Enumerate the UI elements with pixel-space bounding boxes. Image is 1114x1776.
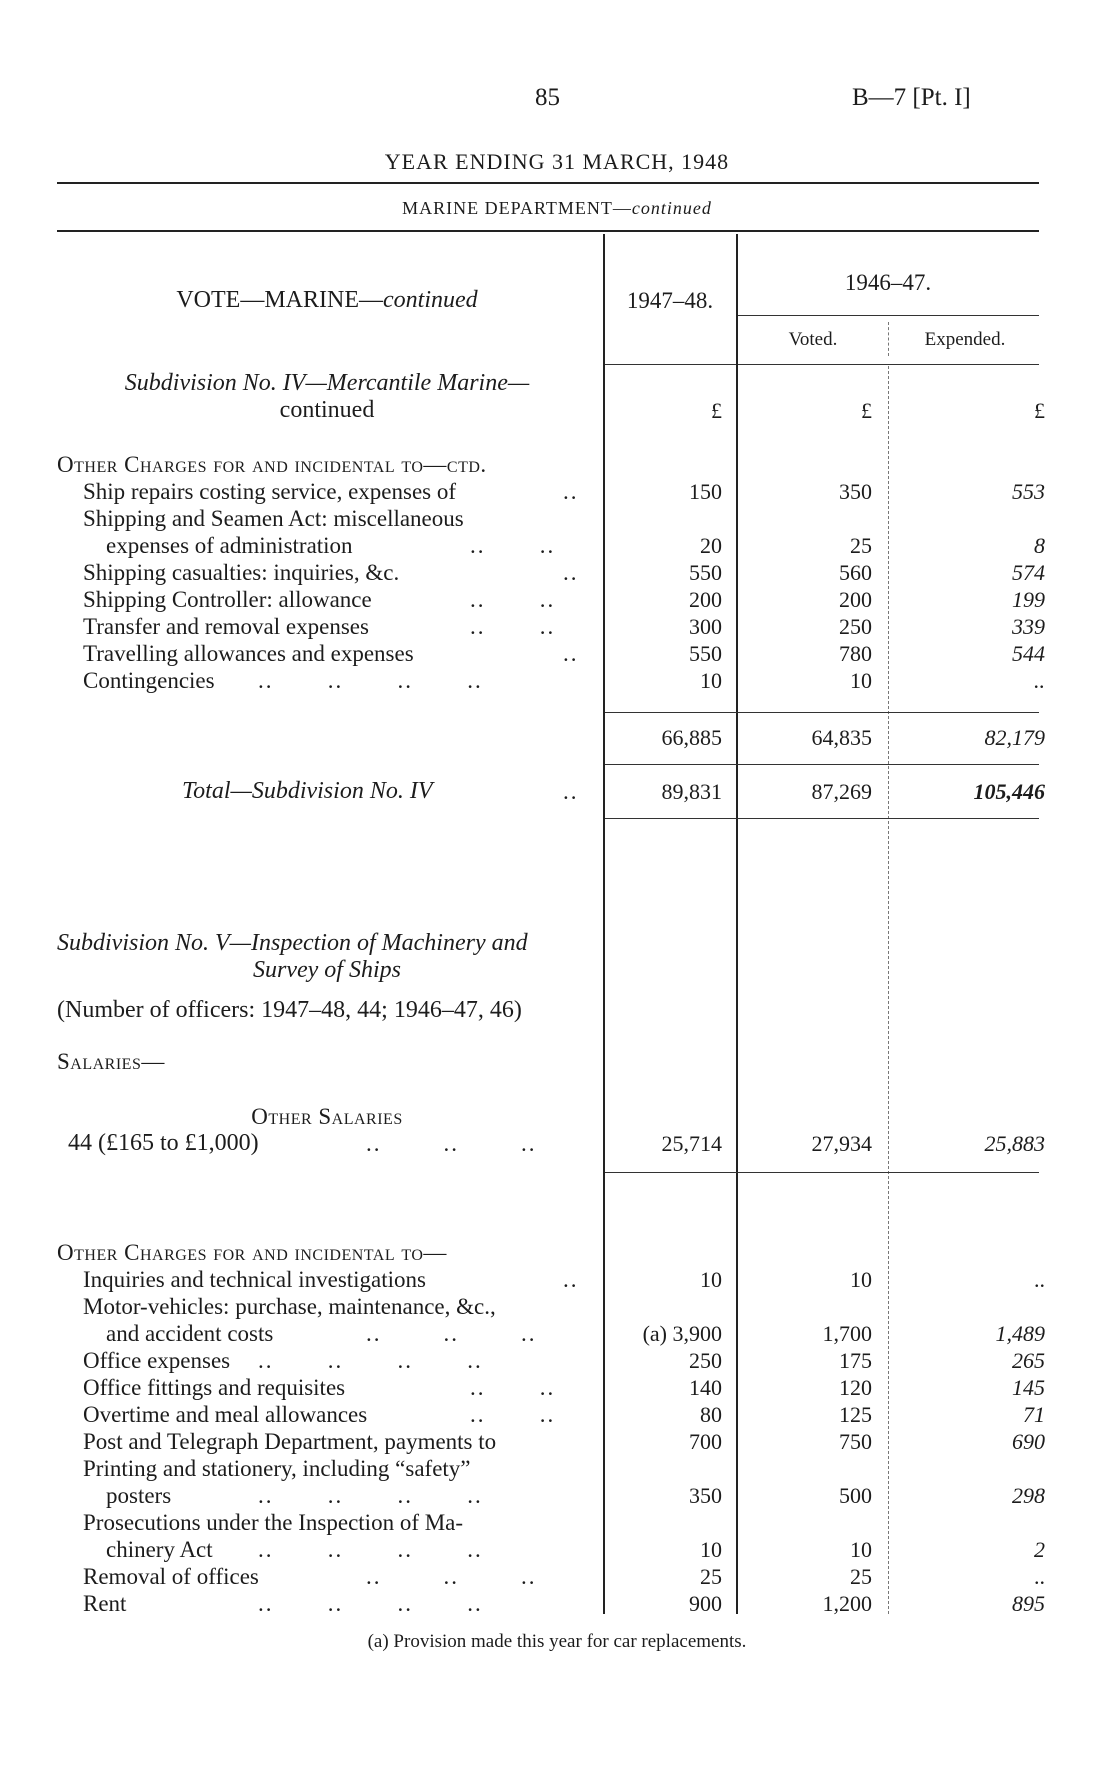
row-label: Inquiries and technical investigations xyxy=(83,1267,426,1292)
row-label: Transfer and removal expenses xyxy=(83,614,369,639)
cell-1947-48: (a) 3,900 xyxy=(642,1321,722,1346)
cell-expended: 71 xyxy=(1023,1402,1045,1427)
column-1946-47: 1946–47. xyxy=(844,270,932,295)
subtotal-expended: 82,179 xyxy=(984,725,1045,750)
leader-dots: .. .. xyxy=(470,1402,556,1427)
cell-voted: 25 xyxy=(850,1564,872,1589)
cell-expended: 553 xyxy=(1012,479,1045,504)
subdivision-v-title-cont: Survey of Ships xyxy=(253,957,401,983)
subtotal-voted: 64,835 xyxy=(811,725,872,750)
row-label: Post and Telegraph Department, payments to xyxy=(83,1429,497,1454)
other-charges-heading-iv: Other Charges for and incidental to—ctd. xyxy=(57,452,487,477)
row-label: Shipping and Seamen Act: miscellaneous xyxy=(83,506,464,531)
page-number: 85 xyxy=(535,84,560,111)
department-heading xyxy=(57,196,1057,220)
row-label: and accident costs xyxy=(106,1321,274,1346)
cell-1947-48: 550 xyxy=(689,560,722,585)
vote-heading xyxy=(57,287,597,314)
leader-dots: .. xyxy=(563,479,579,504)
total-1947-48: 89,831 xyxy=(661,779,722,804)
department-rule xyxy=(57,230,1039,232)
row-label: Rent xyxy=(83,1591,127,1616)
cell-voted: 200 xyxy=(839,587,872,612)
cell-voted: 25 xyxy=(850,533,872,558)
column-expended: Expended. xyxy=(924,329,1006,350)
cell-1947-48: 300 xyxy=(689,614,722,639)
leader-dots: .. xyxy=(563,641,579,666)
leader-dots: .. .. xyxy=(470,1375,556,1400)
cell-1947-48: 80 xyxy=(700,1402,722,1427)
total-bottom-rule xyxy=(605,818,1039,819)
cell-voted: 10 xyxy=(850,668,872,693)
footnote: (a) Provision made this year for car replacements. xyxy=(367,1631,747,1652)
cell-1947-48: 150 xyxy=(689,479,722,504)
row-label: Shipping Controller: allowance xyxy=(83,587,372,612)
cell-voted: 500 xyxy=(839,1483,872,1508)
leader-dots: .. .. .. .. xyxy=(258,1348,483,1373)
cell-voted: 120 xyxy=(839,1375,872,1400)
cell-1947-48: 900 xyxy=(689,1591,722,1616)
cell-expended: 199 xyxy=(1012,587,1045,612)
row-label: Contingencies xyxy=(83,668,215,693)
salaries-1947-48: 25,714 xyxy=(661,1131,722,1156)
row-label: chinery Act xyxy=(106,1537,213,1562)
document-reference: B—7 [Pt. I] xyxy=(852,84,971,111)
cell-expended: 544 xyxy=(1012,641,1045,666)
cell-voted: 560 xyxy=(839,560,872,585)
other-charges-heading-v: Other Charges for and incidental to— xyxy=(57,1240,447,1265)
leader-dots: .. .. .. .. xyxy=(258,1483,483,1508)
leader-dots: .. .. .. xyxy=(366,1131,537,1156)
cell-voted: 10 xyxy=(850,1267,872,1292)
leader-dots: .. .. xyxy=(470,533,556,558)
currency-col1: £ xyxy=(711,398,722,423)
cell-voted: 1,700 xyxy=(822,1321,872,1346)
leader-dots: .. .. .. .. xyxy=(258,1537,483,1562)
cell-voted: 125 xyxy=(839,1402,872,1427)
vote-suffix: continued xyxy=(383,287,478,313)
currency-col3: £ xyxy=(1034,398,1045,423)
currency-col2: £ xyxy=(861,398,872,423)
cell-voted: 350 xyxy=(839,479,872,504)
row-label: Office expenses xyxy=(83,1348,231,1373)
cell-voted: 1,200 xyxy=(822,1591,872,1616)
row-label: Removal of offices xyxy=(83,1564,259,1589)
cell-1947-48: 350 xyxy=(689,1483,722,1508)
row-label: Printing and stationery, including “safety” xyxy=(83,1456,471,1481)
leader-dots: .. .. xyxy=(470,614,556,639)
total-top-rule xyxy=(605,764,1039,765)
cell-expended: 574 xyxy=(1012,560,1045,585)
salaries-heading: Salaries— xyxy=(57,1049,165,1074)
leader-dots: .. xyxy=(563,779,579,804)
cell-voted: 175 xyxy=(839,1348,872,1373)
leader-dots: .. .. .. xyxy=(366,1564,537,1589)
cell-expended: 339 xyxy=(1012,614,1045,639)
total-subdivision-iv-label: Total—Subdivision No. IV xyxy=(182,778,433,804)
row-label: Motor-vehicles: purchase, maintenance, &c., xyxy=(83,1294,496,1319)
cell-1947-48: 140 xyxy=(689,1375,722,1400)
cell-1947-48: 10 xyxy=(700,1267,722,1292)
row-label: expenses of administration xyxy=(106,533,353,558)
subdivision-v-title: Subdivision No. V—Inspection of Machinery and xyxy=(57,930,528,956)
leader-dots: .. xyxy=(563,1267,579,1292)
row-label: Prosecutions under the Inspection of Ma- xyxy=(83,1510,464,1535)
cell-1947-48: 250 xyxy=(689,1348,722,1373)
leader-dots: .. xyxy=(563,560,579,585)
cell-voted: 750 xyxy=(839,1429,872,1454)
cell-voted: 250 xyxy=(839,614,872,639)
salaries-expended: 25,883 xyxy=(984,1131,1045,1156)
subdivision-iv-title: Subdivision No. IV—Mercantile Marine— xyxy=(124,370,530,396)
cell-1947-48: 25 xyxy=(700,1564,722,1589)
row-label: posters xyxy=(106,1483,172,1508)
cell-1947-48: 10 xyxy=(700,1537,722,1562)
cell-expended: 1,489 xyxy=(995,1321,1045,1346)
cell-expended: 298 xyxy=(1012,1483,1045,1508)
row-label: Ship repairs costing service, expenses of xyxy=(83,479,457,504)
leader-dots: .. .. .. xyxy=(366,1321,537,1346)
other-salaries-heading: Other Salaries xyxy=(251,1104,403,1129)
cell-voted: 10 xyxy=(850,1537,872,1562)
column-voted: Voted. xyxy=(788,329,838,350)
total-expended: 105,446 xyxy=(973,779,1045,804)
department-name: MARINE DEPARTMENT— xyxy=(402,198,632,218)
subheader-divider xyxy=(888,322,889,356)
salaries-voted: 27,934 xyxy=(811,1131,872,1156)
cell-1947-48: 200 xyxy=(689,587,722,612)
cell-expended: 8 xyxy=(1034,533,1045,558)
row-label: Overtime and meal allowances xyxy=(83,1402,368,1427)
subdivision-iv-title-cont: continued xyxy=(279,397,375,423)
cell-expended: 2 xyxy=(1034,1537,1045,1562)
cell-expended: 265 xyxy=(1012,1348,1045,1373)
cell-expended: 895 xyxy=(1012,1591,1045,1616)
cell-1947-48: 550 xyxy=(689,641,722,666)
cell-expended: .. xyxy=(1034,668,1045,693)
salaries-rule xyxy=(605,1172,1039,1173)
cell-expended: .. xyxy=(1034,1267,1045,1292)
cell-1947-48: 700 xyxy=(689,1429,722,1454)
year-subheader-rule xyxy=(738,315,1039,316)
cell-expended: .. xyxy=(1034,1564,1045,1589)
column-divider-expended xyxy=(888,366,889,1614)
leader-dots: .. .. .. .. xyxy=(258,1591,483,1616)
row-label: Shipping casualties: inquiries, &c. xyxy=(83,560,400,585)
cell-1947-48: 20 xyxy=(700,533,722,558)
title-rule xyxy=(57,182,1039,184)
row-label: Travelling allowances and expenses xyxy=(83,641,414,666)
department-suffix: continued xyxy=(631,198,712,218)
cell-1947-48: 10 xyxy=(700,668,722,693)
cell-expended: 145 xyxy=(1012,1375,1045,1400)
total-voted: 87,269 xyxy=(811,779,872,804)
leader-dots: .. .. xyxy=(470,587,556,612)
leader-dots: .. .. .. .. xyxy=(258,668,483,693)
salaries-row-label: 44 (£165 to £1,000) xyxy=(68,1130,259,1156)
cell-voted: 780 xyxy=(839,641,872,666)
page-title: YEAR ENDING 31 MARCH, 1948 xyxy=(384,149,730,174)
column-1947-48: 1947–48. xyxy=(626,288,714,313)
subtotal-1947-48: 66,885 xyxy=(661,725,722,750)
subtotal-rule xyxy=(605,712,1039,713)
cell-expended: 690 xyxy=(1012,1429,1045,1454)
row-label: Office fittings and requisites xyxy=(83,1375,346,1400)
column-divider-year xyxy=(736,234,738,1614)
officers-note: (Number of officers: 1947–48, 44; 1946–47, 46) xyxy=(57,997,522,1023)
vote-title: VOTE—MARINE— xyxy=(176,287,383,313)
header-bottom-rule xyxy=(605,364,1039,365)
